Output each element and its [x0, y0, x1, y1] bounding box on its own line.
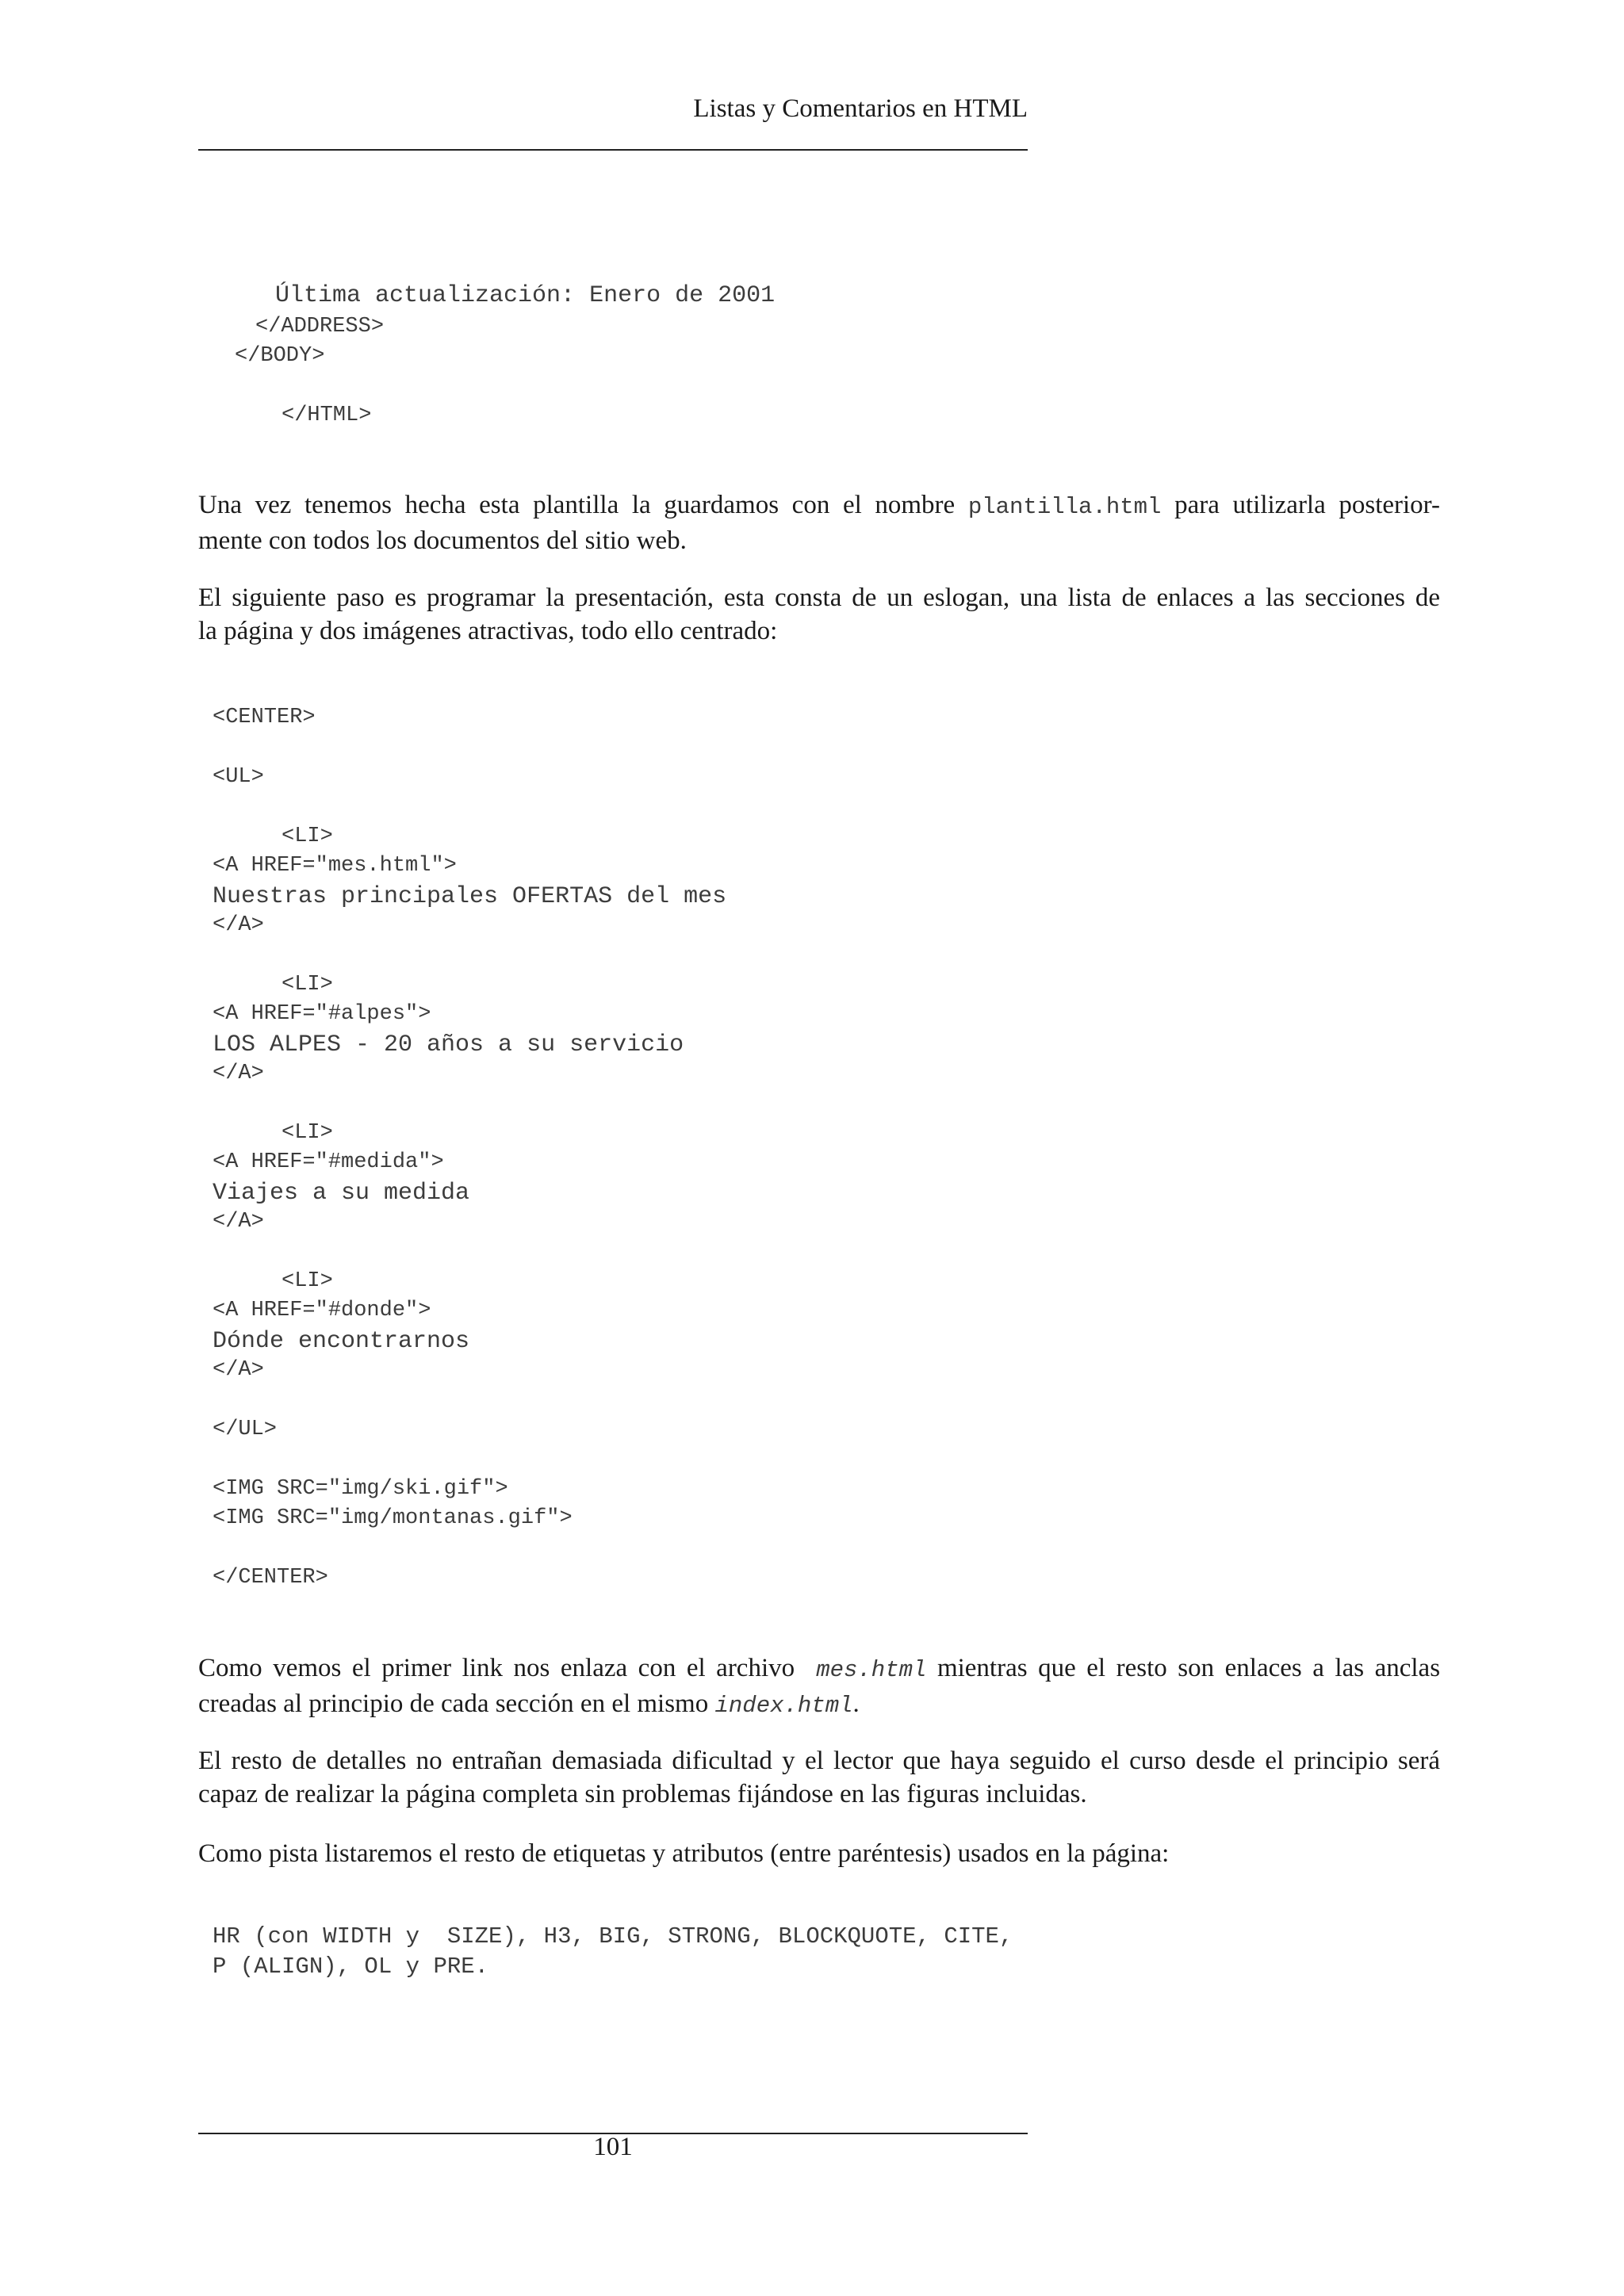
- paragraph-text: creadas al principio de cada sección en el mismo: [198, 1689, 709, 1718]
- code-li: <LI>: [282, 1121, 333, 1145]
- paragraph-line: mente con todos los documentos del sitio web.: [198, 526, 687, 555]
- paragraph-line: [198, 488, 1440, 524]
- code-anchor-open: <A HREF="#alpes">: [213, 1002, 431, 1026]
- paragraph-text: Una vez tenemos hecha esta plantilla la guardamos con el nombre: [198, 491, 956, 519]
- paragraph-text: mientras que el resto son enlaces a las anclas: [936, 1654, 1441, 1682]
- code-li: <LI>: [282, 825, 333, 848]
- code-li: <LI>: [282, 973, 333, 997]
- code-anchor-open: <A HREF="#medida">: [213, 1150, 444, 1174]
- page-number: 101: [593, 2133, 633, 2161]
- paragraph-text: .: [852, 1689, 860, 1718]
- code-anchor-close: </A>: [213, 1358, 264, 1382]
- paragraph-plantilla: [198, 488, 1440, 557]
- code-line-address-close: </ADDRESS>: [255, 315, 385, 339]
- code-img-ski: <IMG SRC="img/ski.gif">: [213, 1477, 508, 1501]
- paragraph-line: El resto de detalles no entrañan demasiada dificultad y el lector que haya seguido el curso desde el principio será: [198, 1747, 1440, 1775]
- code-center-close: </CENTER>: [213, 1566, 328, 1590]
- code-center-open: <CENTER>: [213, 706, 316, 729]
- inline-code-filename: index.html: [714, 1693, 853, 1719]
- code-img-montanas: <IMG SRC="img/montanas.gif">: [213, 1506, 573, 1530]
- code-link-text: LOS ALPES - 20 años a su servicio: [213, 1031, 684, 1058]
- paragraph-pista: [198, 1837, 1440, 1870]
- code-line-html-close: </HTML>: [282, 404, 372, 427]
- code-anchor-close: </A>: [213, 1062, 264, 1085]
- paragraph-enlaces: [198, 1651, 1440, 1723]
- paragraph-line: [198, 1651, 1440, 1687]
- inline-code-filename: mes.html: [816, 1657, 927, 1683]
- code-line-body-close: </BODY>: [235, 344, 325, 368]
- code-anchor-close: </A>: [213, 1210, 264, 1234]
- paragraph-text: para utilizarla posterior-: [1174, 491, 1441, 519]
- inline-code-filename: plantilla.html: [967, 494, 1162, 520]
- paragraph-presentacion: [198, 581, 1440, 648]
- paragraph-detalles: [198, 1744, 1440, 1811]
- code-ul-open: <UL>: [213, 765, 264, 789]
- code-link-text: Nuestras principales OFERTAS del mes: [213, 883, 727, 910]
- code-line-last-update: Última actualización: Enero de 2001: [275, 282, 776, 309]
- paragraph-line: capaz de realizar la página completa sin problemas fijándose en las figuras incluidas.: [198, 1780, 1087, 1808]
- code-tag-list-line2: P (ALIGN), OL y PRE.: [213, 1954, 489, 1980]
- code-link-text: Viajes a su medida: [213, 1180, 470, 1207]
- running-header: Listas y Comentarios en HTML: [693, 94, 1028, 123]
- paragraph-line: Como pista listaremos el resto de etiquetas y atributos (entre paréntesis) usados en la página:: [198, 1839, 1170, 1868]
- paragraph-text: Como vemos el primer link nos enlaza con el archivo: [198, 1654, 795, 1682]
- code-li: <LI>: [282, 1269, 333, 1293]
- header-rule: [198, 149, 1028, 151]
- code-ul-close: </UL>: [213, 1418, 278, 1441]
- paragraph-line: la página y dos imágenes atractivas, todo ello centrado:: [198, 617, 778, 645]
- paragraph-line: [198, 1687, 1440, 1723]
- code-anchor-open: <A HREF="mes.html">: [213, 854, 457, 878]
- code-link-text: Dónde encontrarnos: [213, 1328, 470, 1355]
- code-anchor-close: </A>: [213, 913, 264, 937]
- paragraph-line: El siguiente paso es programar la presentación, esta consta de un eslogan, una lista de enlaces a las secciones de: [198, 584, 1440, 612]
- code-anchor-open: <A HREF="#donde">: [213, 1299, 431, 1322]
- code-tag-list-line1: HR (con WIDTH y SIZE), H3, BIG, STRONG, BLOCKQUOTE, CITE,: [213, 1923, 1013, 1950]
